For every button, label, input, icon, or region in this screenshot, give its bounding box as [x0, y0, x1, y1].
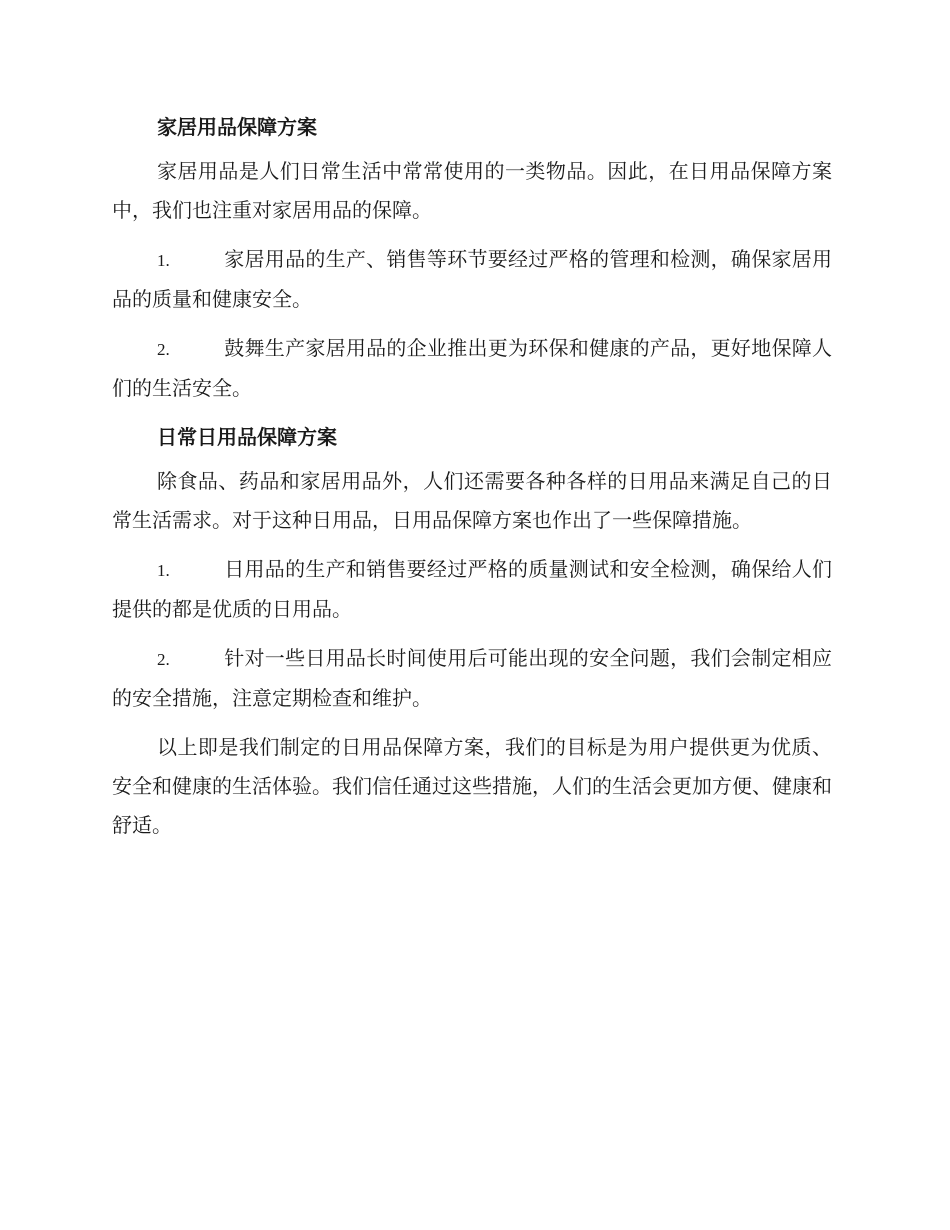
list-number: 1.	[157, 251, 170, 270]
document-page	[112, 108, 832, 855]
list-item-text: 鼓舞生产家居用品的企业推出更为环保和健康的产品，更好地保障人们的生活安全。	[112, 336, 832, 400]
list-number: 2.	[157, 340, 170, 359]
conclusion-paragraph: 以上即是我们制定的日用品保障方案，我们的目标是为用户提供更为优质、安全和健康的生活体验。我们信任通过这些措施，人们的生活会更加方便、健康和舒适。	[112, 735, 832, 837]
list-number: 1.	[157, 561, 170, 580]
list-item	[112, 240, 832, 319]
list-item-text: 家居用品的生产、销售等环节要经过严格的管理和检测，确保家居用品的质量和健康安全。	[112, 247, 832, 311]
list-item	[112, 329, 832, 408]
list-item-text: 日用品的生产和销售要经过严格的质量测试和安全检测，确保给人们提供的都是优质的日用品。	[112, 557, 832, 621]
section-intro-daily-goods: 除食品、药品和家居用品外，人们还需要各种各样的日用品来满足自己的日常生活需求。对于这种日用品，日用品保障方案也作出了一些保障措施。	[112, 469, 832, 532]
list-item	[112, 639, 832, 718]
section-heading-home-goods: 家居用品保障方案	[157, 115, 317, 139]
list-item-text: 针对一些日用品长时间使用后可能出现的安全问题，我们会制定相应的安全措施，注意定期检查和维护。	[112, 646, 832, 710]
list-item	[112, 550, 832, 629]
section-intro-home-goods: 家居用品是人们日常生活中常常使用的一类物品。因此，在日用品保障方案中，我们也注重对家居用品的保障。	[112, 159, 832, 222]
section-heading-daily-goods: 日常日用品保障方案	[157, 425, 337, 449]
list-number: 2.	[157, 650, 170, 669]
